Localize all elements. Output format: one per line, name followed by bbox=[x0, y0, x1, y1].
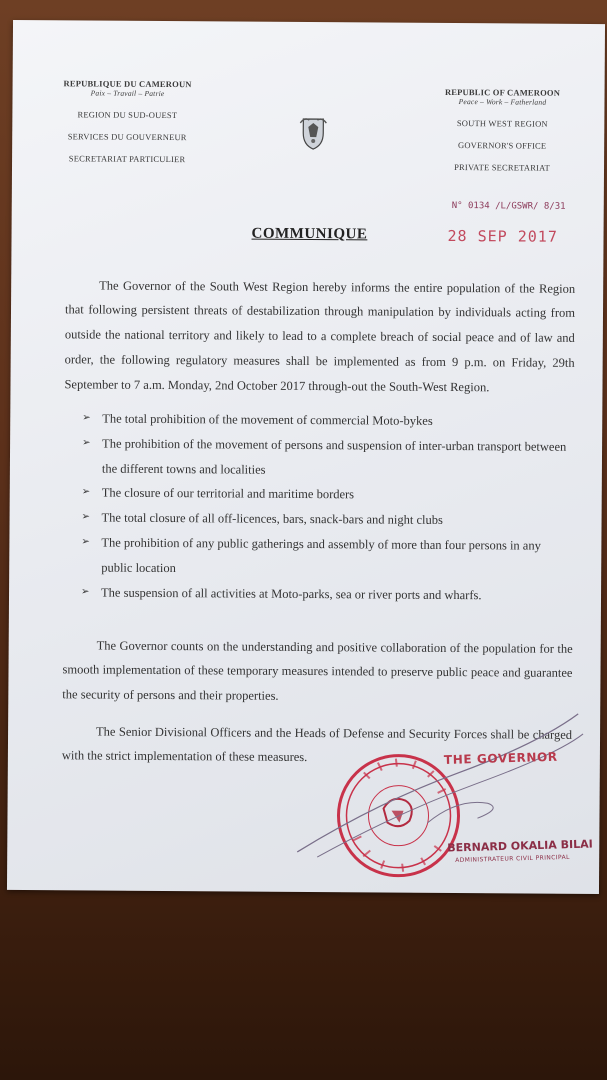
senior-officers-paragraph: The Senior Divisional Officers and the Heads of Defense and Security Forces shall be charged with the strict implementation of these measures. bbox=[61, 724, 573, 765]
closing-paragraph: The Governor counts on the understanding and positive collaboration of the population for the smooth implementation of these temporary measures intended to preserve public peace and guarantee the security of persons and their properties. bbox=[62, 638, 573, 703]
page-title: COMMUNIQUE bbox=[251, 225, 368, 243]
measure-item: ➢ The total prohibition of the movement of commercial Moto-bykes bbox=[82, 406, 574, 434]
header-right bbox=[412, 87, 593, 173]
coat-of-arms-icon bbox=[298, 115, 328, 151]
header-right-region: SOUTH WEST REGION bbox=[456, 118, 548, 129]
header-left-region: REGION DU SUD-OUEST bbox=[77, 109, 178, 121]
header-left-services: SERVICES DU GOUVERNEUR bbox=[67, 131, 187, 143]
signatory-name: BERNARD OKALIA BILAI bbox=[447, 837, 593, 855]
header-right-motto: Peace – Work – Fatherland bbox=[458, 97, 547, 107]
date-stamp: 28 SEP 2017 bbox=[447, 226, 558, 246]
header-left-country: REPUBLIQUE DU CAMEROUN bbox=[63, 78, 192, 90]
reference-number: N° 0134 /L/GSWR/ 8/31 bbox=[451, 201, 566, 212]
header-right-office: GOVERNOR'S OFFICE bbox=[457, 140, 547, 151]
measure-item: ➢ The suspension of all activities at Moto-parks, sea or river ports and wharfs. bbox=[81, 580, 573, 608]
header-right-secretariat: PRIVATE SECRETARIAT bbox=[454, 162, 550, 173]
signatory-title: THE GOVERNOR bbox=[443, 749, 558, 767]
header-left-secretariat: SECRETARIAT PARTICULIER bbox=[68, 153, 186, 165]
document-page bbox=[7, 20, 605, 894]
measures-list bbox=[81, 406, 574, 608]
measure-item: ➢ The prohibition of any public gatherings and assembly of more than four persons in any public location bbox=[81, 530, 573, 583]
signatory-rank: ADMINISTRATEUR CIVIL PRINCIPAL bbox=[455, 853, 570, 865]
header-right-country: REPUBLIC OF CAMEROON bbox=[444, 86, 561, 98]
measure-item: ➢ The closure of our territorial and maritime borders bbox=[82, 481, 574, 509]
measure-item: ➢ The total closure of all off-licences, bars, snack-bars and night clubs bbox=[81, 506, 573, 534]
header-left-motto: Paix – Travail – Patrie bbox=[90, 88, 165, 99]
measure-item: ➢ The prohibition of the movement of persons and suspension of inter-urban transport between the different towns and localities bbox=[82, 431, 574, 484]
header-left bbox=[42, 78, 213, 164]
intro-paragraph: The Governor of the South West Region hereby informs the entire population of the Region that following persistent threats of destabilization through manipulation by individuals acting from outside the national territory and likely to lead to a complete breach of social peace and of law and order, the following regulatory measures shall be implemented as from 9 p.m. on Friday, 29th September to 7 a.m. Monday, 2nd October 2017 through-out the South-West Region. bbox=[64, 278, 576, 394]
